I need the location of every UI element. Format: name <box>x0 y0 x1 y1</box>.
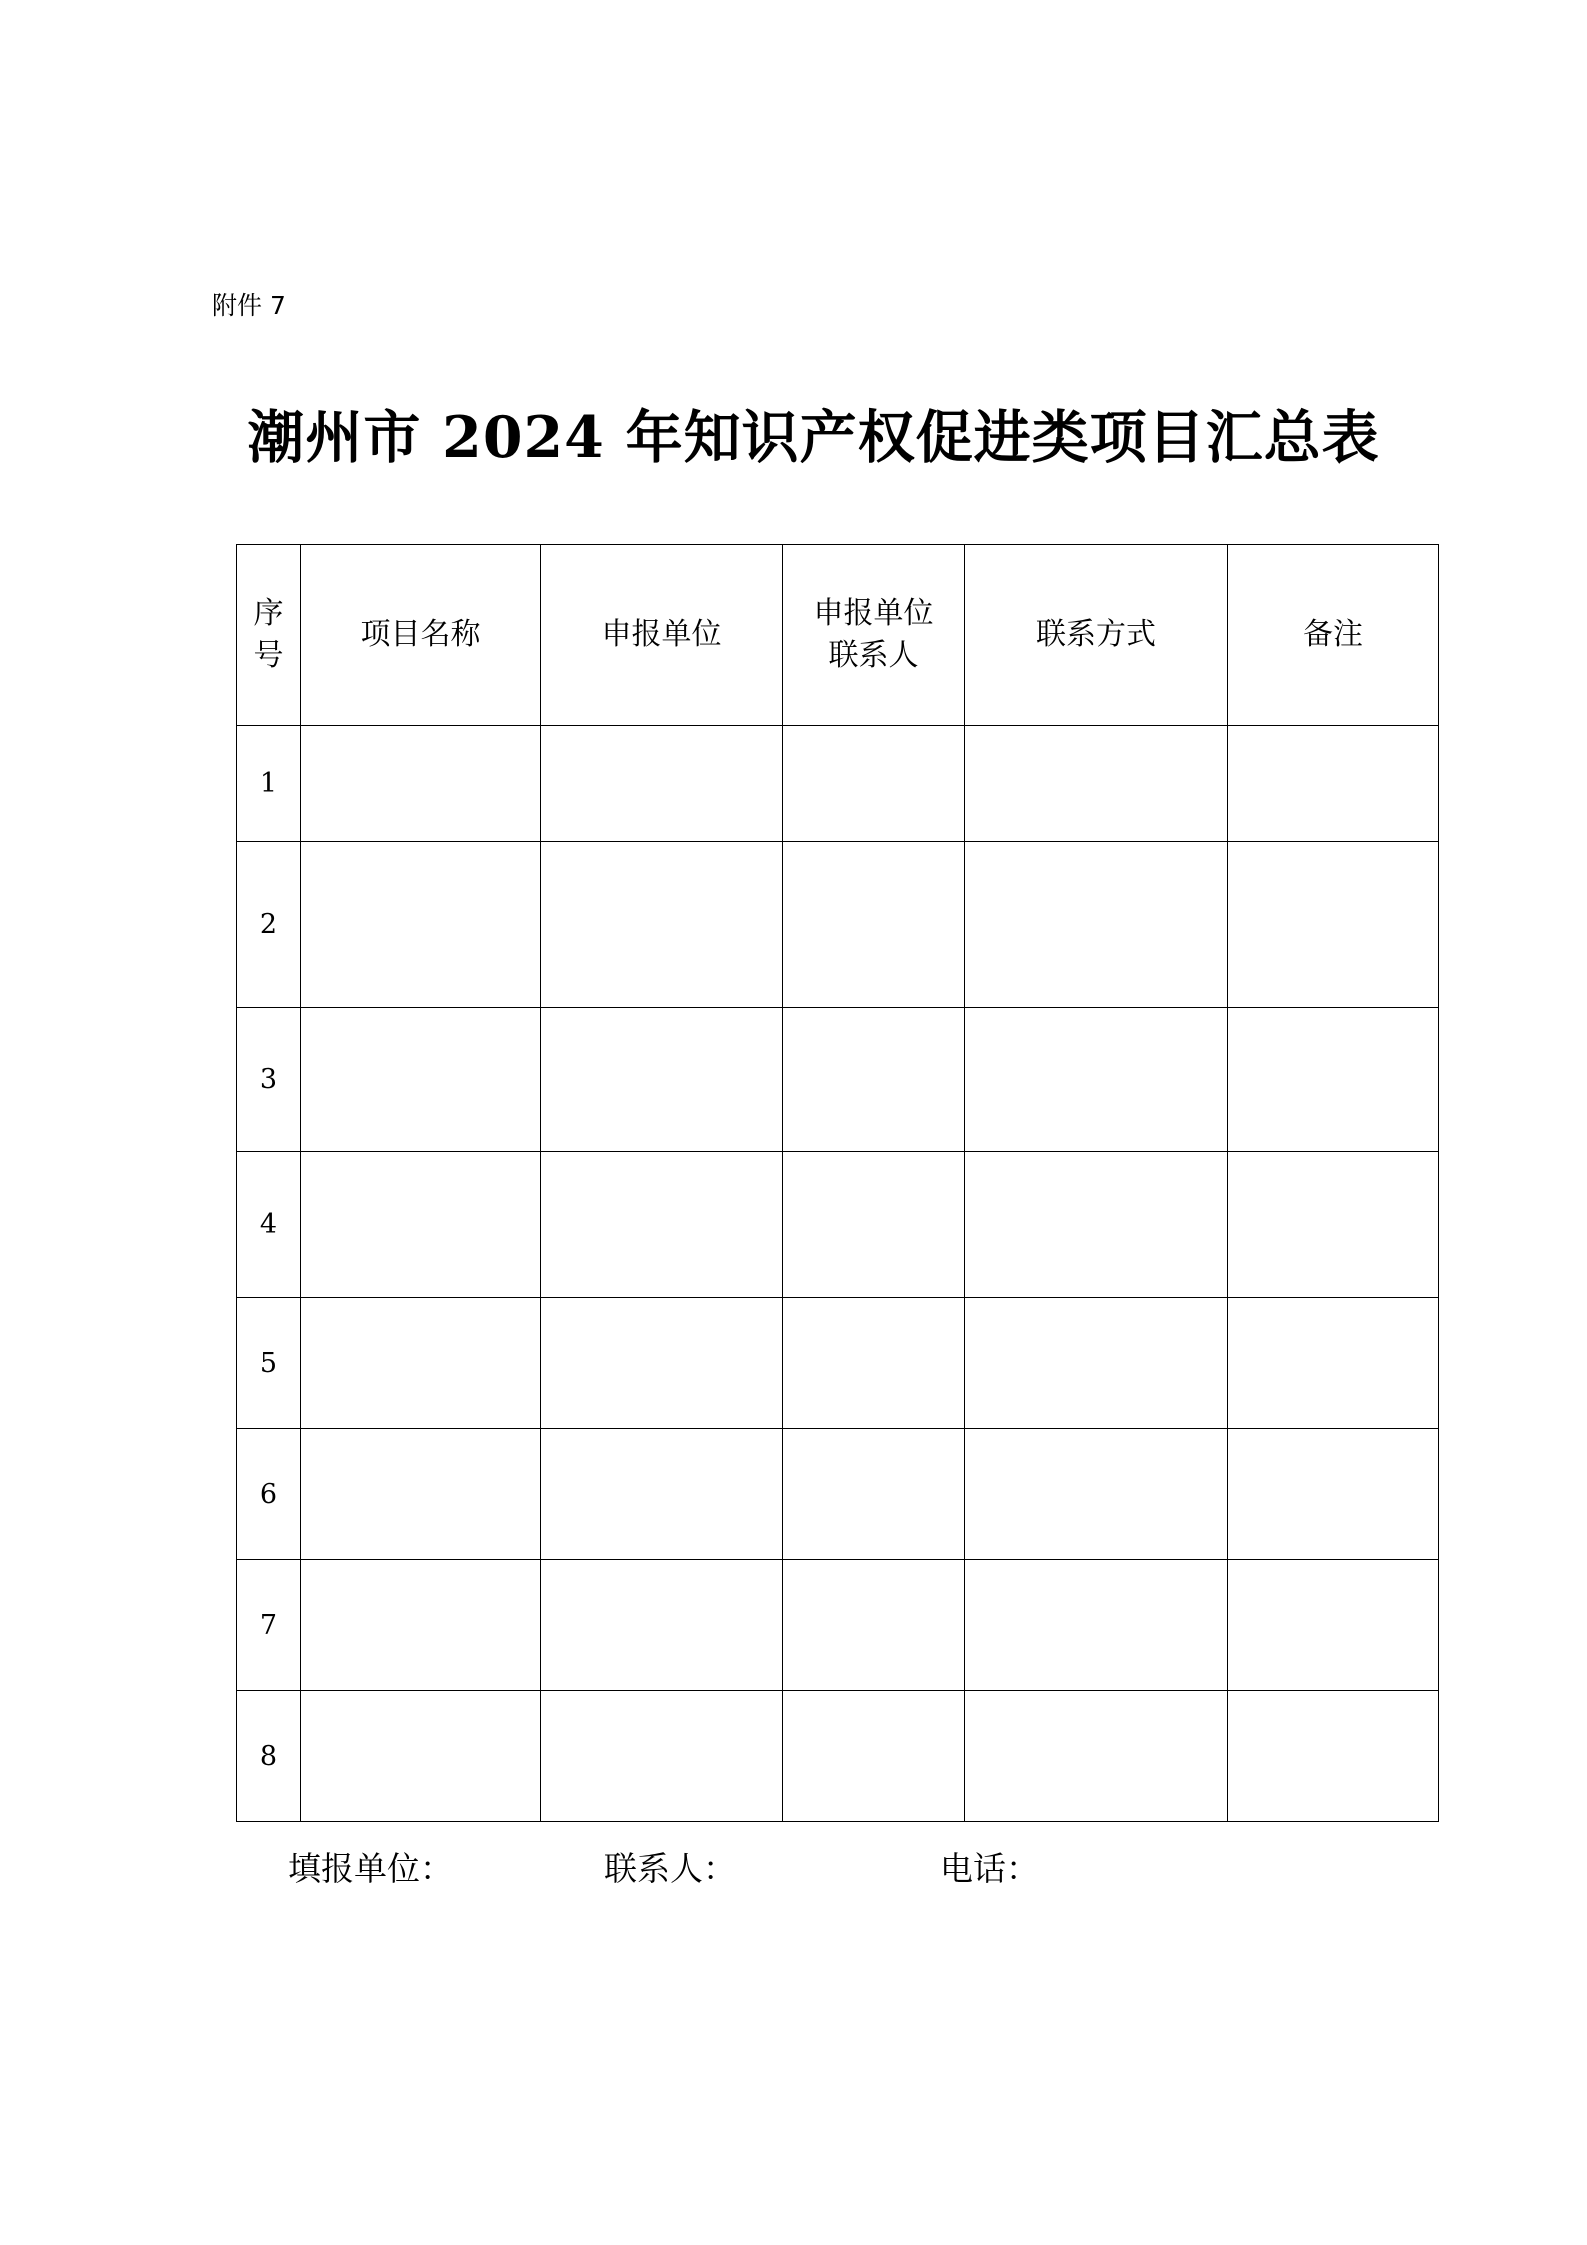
header-unit-contact-person <box>783 545 965 726</box>
cell-contact-method[interactable] <box>965 1429 1228 1560</box>
table-header-row <box>237 545 1439 726</box>
cell-project-name[interactable] <box>301 1560 541 1691</box>
cell-unit-contact-person[interactable] <box>783 1429 965 1560</box>
header-project-name <box>301 545 541 726</box>
cell-project-name[interactable] <box>301 1008 541 1152</box>
header-line: 联系人 <box>828 638 919 673</box>
table-row <box>237 1691 1439 1822</box>
row-number: 1 <box>237 726 301 842</box>
header-line: 联系方式 <box>1036 617 1156 652</box>
row-number: 8 <box>237 1691 301 1822</box>
cell-remarks[interactable] <box>1228 1298 1439 1429</box>
header-line: 备注 <box>1303 617 1363 652</box>
row-number: 5 <box>237 1298 301 1429</box>
cell-remarks[interactable] <box>1228 726 1439 842</box>
cell-unit-contact-person[interactable] <box>783 1152 965 1298</box>
attachment-label: 附件 7 <box>212 291 286 320</box>
row-number: 4 <box>237 1152 301 1298</box>
cell-remarks[interactable] <box>1228 1008 1439 1152</box>
cell-remarks[interactable] <box>1228 1152 1439 1298</box>
cell-applicant-unit[interactable] <box>541 726 783 842</box>
summary-table <box>236 544 1439 1822</box>
header-serial-number <box>237 545 301 726</box>
row-number: 3 <box>237 1008 301 1152</box>
cell-remarks[interactable] <box>1228 842 1439 1008</box>
table-row <box>237 1429 1439 1560</box>
footer-contact-label: 联系人： <box>604 1849 736 1888</box>
cell-project-name[interactable] <box>301 1429 541 1560</box>
cell-contact-method[interactable] <box>965 1691 1228 1822</box>
cell-project-name[interactable] <box>301 842 541 1008</box>
table-row <box>237 1008 1439 1152</box>
cell-unit-contact-person[interactable] <box>783 726 965 842</box>
cell-remarks[interactable] <box>1228 1560 1439 1691</box>
cell-unit-contact-person[interactable] <box>783 1560 965 1691</box>
cell-contact-method[interactable] <box>965 1152 1228 1298</box>
table-row <box>237 1298 1439 1429</box>
cell-remarks[interactable] <box>1228 1429 1439 1560</box>
header-line: 申报单位 <box>601 617 722 652</box>
cell-unit-contact-person[interactable] <box>783 842 965 1008</box>
cell-applicant-unit[interactable] <box>541 1298 783 1429</box>
header-applicant-unit <box>541 545 783 726</box>
cell-project-name[interactable] <box>301 726 541 842</box>
cell-unit-contact-person[interactable] <box>783 1008 965 1152</box>
header-line: 号 <box>253 638 284 673</box>
footer-phone-label: 电话： <box>940 1849 1039 1888</box>
table-row <box>237 726 1439 842</box>
table-row <box>237 842 1439 1008</box>
cell-applicant-unit[interactable] <box>541 1152 783 1298</box>
cell-project-name[interactable] <box>301 1298 541 1429</box>
cell-applicant-unit[interactable] <box>541 842 783 1008</box>
cell-project-name[interactable] <box>301 1691 541 1822</box>
cell-unit-contact-person[interactable] <box>783 1691 965 1822</box>
header-remarks <box>1228 545 1439 726</box>
cell-contact-method[interactable] <box>965 1008 1228 1152</box>
row-number: 7 <box>237 1560 301 1691</box>
cell-contact-method[interactable] <box>965 1298 1228 1429</box>
row-number: 6 <box>237 1429 301 1560</box>
header-line: 序 <box>253 596 284 631</box>
cell-applicant-unit[interactable] <box>541 1008 783 1152</box>
table-row <box>237 1152 1439 1298</box>
cell-applicant-unit[interactable] <box>541 1691 783 1822</box>
header-line: 项目名称 <box>360 617 481 652</box>
cell-remarks[interactable] <box>1228 1691 1439 1822</box>
cell-contact-method[interactable] <box>965 726 1228 842</box>
page-title: 潮州市 2024 年知识产权促进类项目汇总表 <box>247 404 1380 471</box>
cell-unit-contact-person[interactable] <box>783 1298 965 1429</box>
header-contact-method <box>965 545 1228 726</box>
cell-applicant-unit[interactable] <box>541 1429 783 1560</box>
cell-applicant-unit[interactable] <box>541 1560 783 1691</box>
footer-unit-label: 填报单位： <box>288 1849 453 1888</box>
cell-contact-method[interactable] <box>965 842 1228 1008</box>
cell-contact-method[interactable] <box>965 1560 1228 1691</box>
row-number: 2 <box>237 842 301 1008</box>
table-row <box>237 1560 1439 1691</box>
cell-project-name[interactable] <box>301 1152 541 1298</box>
header-line: 申报单位 <box>813 596 934 631</box>
